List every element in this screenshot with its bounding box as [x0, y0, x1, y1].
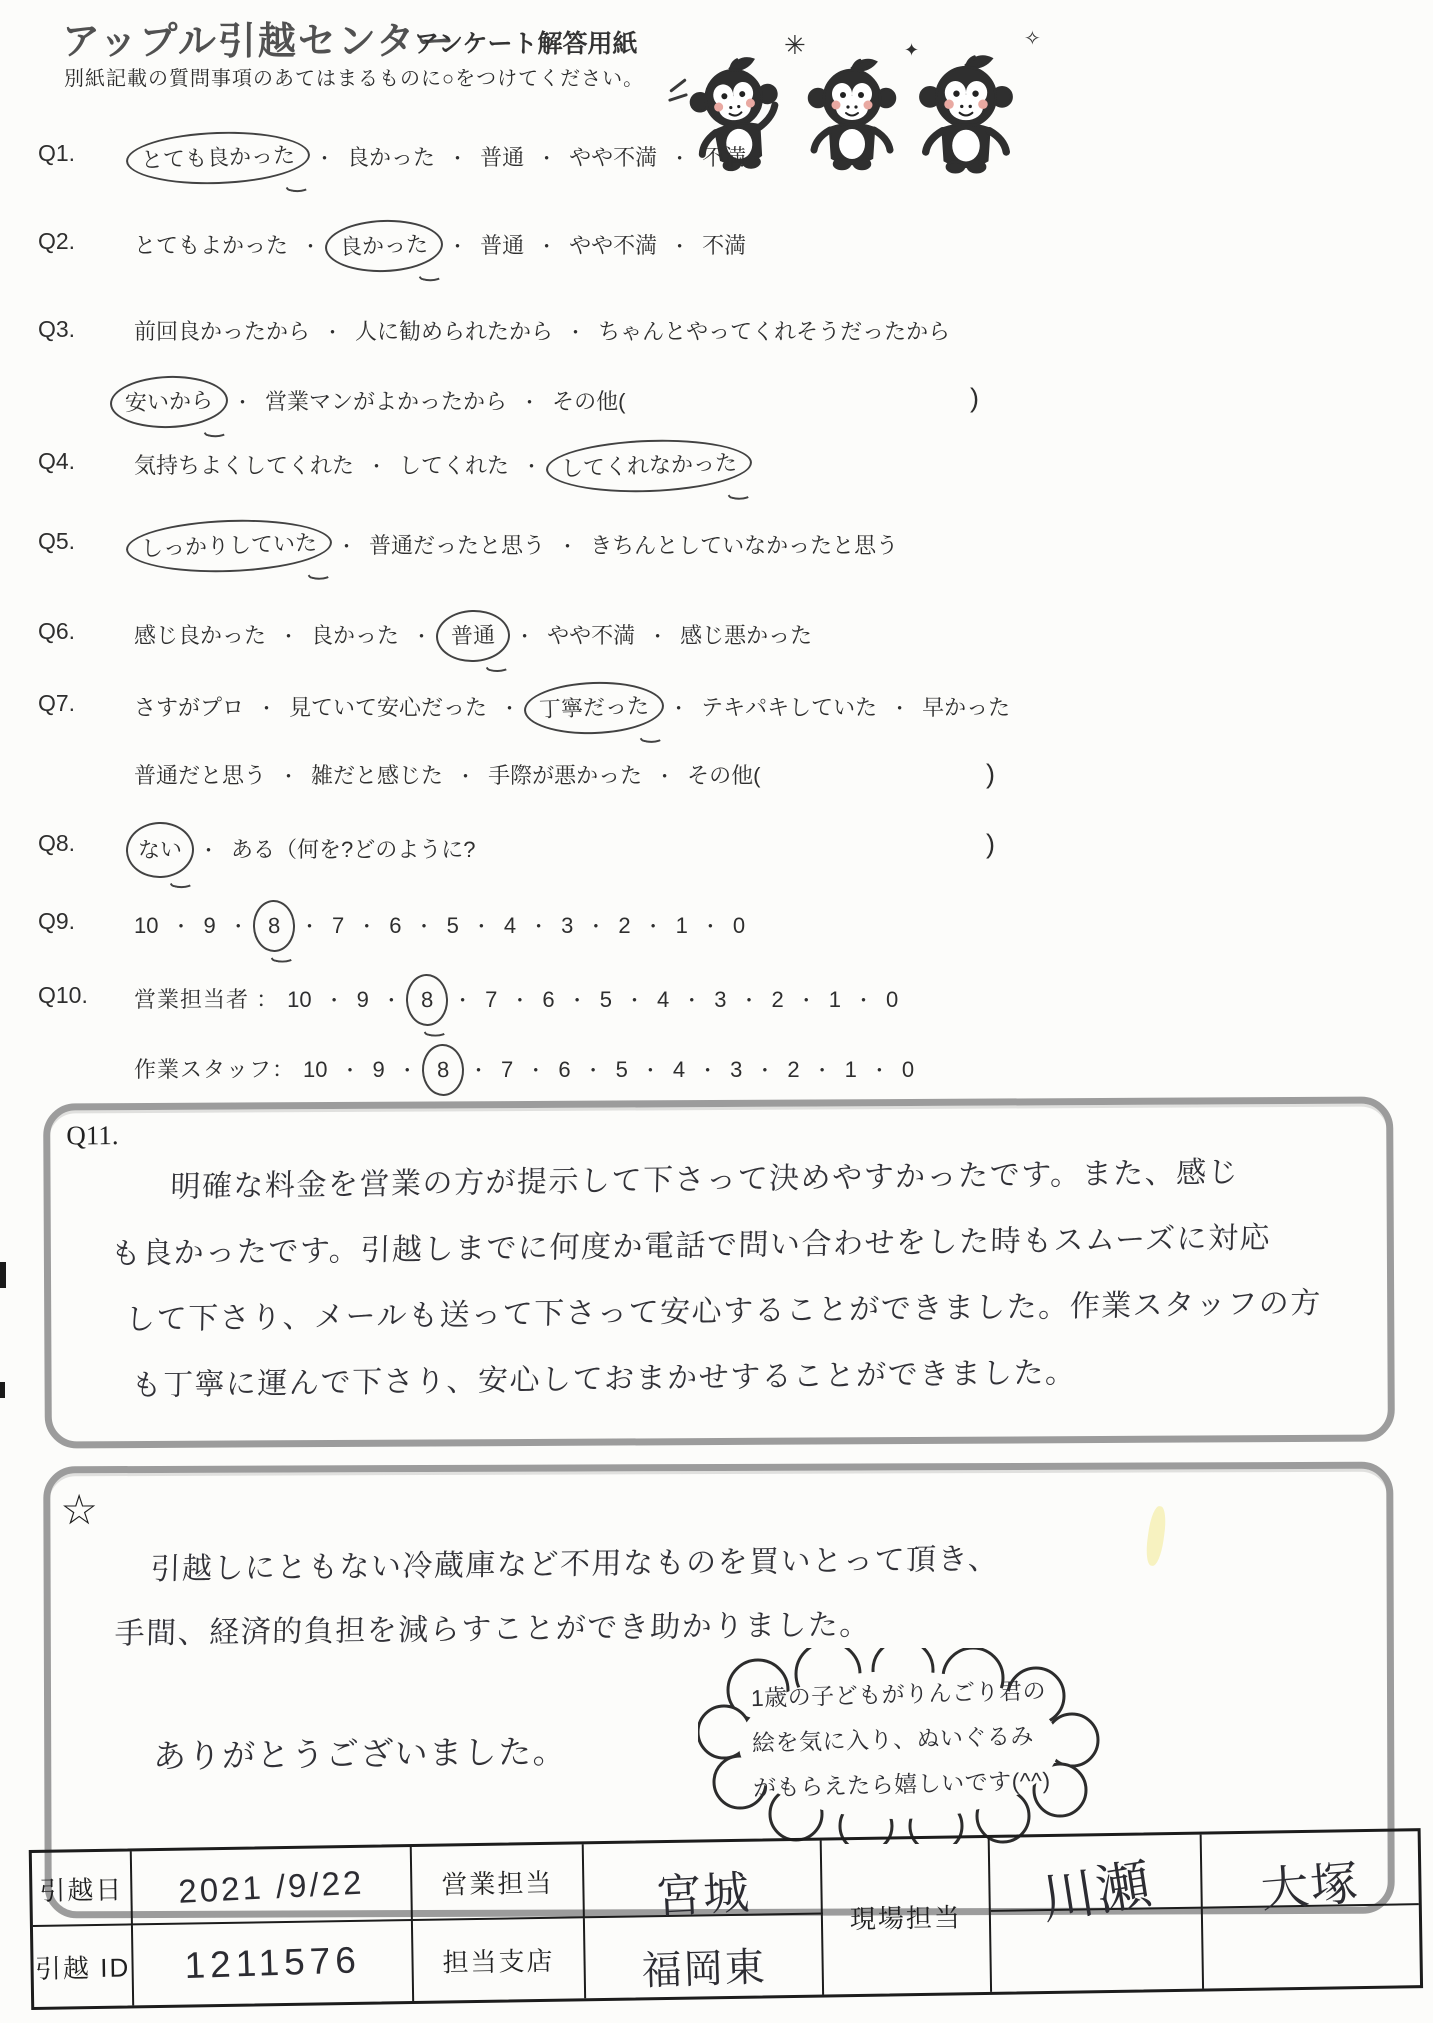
- move-id-value: 1211576: [183, 1939, 362, 1987]
- option: ちゃんとやってくれそうだったから: [598, 319, 951, 344]
- site-signature-1: 川瀬: [1036, 1853, 1156, 1930]
- dot-separator: ・: [471, 917, 491, 938]
- bubble-text-line: がもらえたら嬉しいです(^^): [752, 1767, 1051, 1802]
- option: 9: [356, 987, 369, 1012]
- option: 7: [485, 987, 498, 1012]
- option: 9: [372, 1057, 385, 1082]
- dot-separator: ・: [228, 917, 248, 938]
- option: 気持ちよくしてくれた: [134, 453, 355, 478]
- dot-separator: ・: [537, 237, 557, 258]
- question-row-q4: [38, 446, 1118, 516]
- close-paren: ): [986, 829, 995, 859]
- option: 6: [542, 987, 555, 1012]
- option: 10: [287, 987, 312, 1012]
- option-line: [134, 526, 1118, 566]
- selected-option: 普通: [435, 609, 511, 664]
- option: 3: [561, 913, 574, 938]
- option: 良かった: [311, 623, 400, 648]
- branch-label: 担当支店: [442, 1945, 555, 1978]
- option-line: [134, 226, 1118, 266]
- option: 7: [501, 1057, 514, 1082]
- option: 6: [558, 1057, 571, 1082]
- question-options: [134, 906, 1118, 946]
- bubble-text: [750, 1668, 1063, 1811]
- option: 1: [828, 987, 841, 1012]
- dot-separator: ・: [510, 991, 530, 1012]
- option: 4: [672, 1057, 686, 1082]
- dot-separator: ・: [381, 991, 401, 1012]
- option: テキパキしていた: [701, 695, 878, 720]
- option: 2: [771, 987, 784, 1012]
- scan-edge-mark: [0, 1262, 6, 1288]
- question-label: Q4.: [38, 448, 76, 474]
- handwritten-line: も丁寧に運んで下さり、安心しておまかせすることができました。: [131, 1356, 1077, 1403]
- option: 10: [134, 913, 159, 938]
- close-paren: ): [970, 383, 979, 413]
- empty-cell: [1203, 1905, 1420, 1988]
- sales-rep-label: 営業担当: [441, 1867, 554, 1900]
- q11-label: Q11.: [66, 1120, 119, 1151]
- option: 10: [303, 1057, 328, 1082]
- selected-option: 8: [252, 899, 296, 952]
- option: 0: [901, 1057, 915, 1082]
- option-prefix: 作業スタッフ：: [134, 1057, 296, 1082]
- dot-separator: ・: [357, 917, 377, 938]
- dot-separator: ・: [171, 917, 191, 938]
- question-options: [134, 980, 1118, 1090]
- dot-separator: ・: [700, 917, 720, 938]
- question-row-q1: [38, 138, 1118, 208]
- dot-separator: ・: [755, 1061, 775, 1082]
- instruction-text: 別紙記載の質問事項のあてはまるものに○をつけてください。: [64, 68, 645, 90]
- option: 手際が悪かった: [488, 763, 643, 788]
- option: 5: [446, 913, 459, 938]
- option: 見ていて安心だった: [289, 695, 488, 720]
- selected-option: 丁寧だった: [523, 680, 665, 737]
- thanks-note: ありがとうございました。: [152, 1732, 568, 1775]
- question-label: Q3.: [38, 316, 76, 342]
- handwritten-line: 明確な料金を営業の方が提示して下さって決めやすかったです。また、感じ: [170, 1155, 1240, 1204]
- question-row-q5: [38, 526, 1118, 596]
- dot-separator: ・: [537, 149, 557, 170]
- dot-separator: ・: [301, 237, 321, 258]
- selected-option: しっかりしていた: [125, 516, 333, 575]
- option: 0: [732, 913, 746, 938]
- selected-option: とても良かった: [125, 129, 311, 187]
- move-id-label: 引越 ID: [34, 1951, 131, 1984]
- dot-separator: ・: [233, 393, 253, 414]
- sparkle-icon: ✳: [784, 30, 806, 60]
- dot-separator: ・: [529, 917, 549, 938]
- option: してくれた: [399, 453, 510, 478]
- selected-option: ない: [125, 821, 195, 879]
- dot-separator: ・: [669, 699, 689, 720]
- dot-separator: ・: [414, 917, 434, 938]
- question-row-q8: [38, 828, 1118, 902]
- option: 普通: [480, 145, 525, 170]
- dot-separator: ・: [682, 991, 702, 1012]
- question-options: [134, 828, 1118, 872]
- handwritten-line: 手間、経済的負担を減らすことができ助かりました。: [114, 1608, 872, 1651]
- option: ある（何を?どのように?: [231, 837, 476, 862]
- question-options: [134, 616, 1118, 656]
- option: 7: [332, 913, 345, 938]
- dot-separator: ・: [583, 1061, 603, 1082]
- form-title: アンケート解答用紙: [414, 30, 638, 58]
- option: 2: [618, 913, 631, 938]
- dot-separator: ・: [854, 991, 874, 1012]
- dot-separator: ・: [324, 991, 344, 1012]
- bubble-text-line: 1歳の子どもがりんごり君の: [750, 1677, 1047, 1712]
- option-line: [118, 382, 1118, 422]
- option: 3: [730, 1057, 743, 1082]
- dot-separator: ・: [279, 627, 299, 648]
- dot-separator: ・: [337, 537, 357, 558]
- dot-separator: ・: [397, 1061, 417, 1082]
- dot-separator: ・: [648, 627, 668, 648]
- option: 前回良かったから: [134, 319, 311, 344]
- sparkle-icon: ✦: [904, 40, 920, 60]
- dot-separator: ・: [448, 149, 468, 170]
- dot-separator: ・: [739, 991, 759, 1012]
- bubble-text-line: 絵を気に入り、ぬいぐるみ: [751, 1722, 1035, 1757]
- option: 感じ悪かった: [680, 623, 813, 648]
- option: やや不満: [569, 145, 658, 170]
- option-line: [134, 138, 1118, 178]
- option: 良かった: [347, 145, 436, 170]
- dot-separator: ・: [367, 457, 387, 478]
- option-line: [134, 980, 1118, 1020]
- dot-separator: ・: [890, 699, 910, 720]
- dot-separator: ・: [257, 699, 277, 720]
- dot-separator: ・: [698, 1061, 718, 1082]
- question-options: [134, 446, 1118, 486]
- question-label: Q9.: [38, 908, 76, 934]
- dot-separator: ・: [522, 457, 542, 478]
- option: 早かった: [922, 695, 1011, 720]
- question-options: [134, 688, 1118, 796]
- selected-option: 良かった: [324, 218, 444, 274]
- dot-separator: ・: [526, 1061, 546, 1082]
- dot-separator: ・: [340, 1061, 360, 1082]
- option: 4: [503, 913, 517, 938]
- dot-separator: ・: [199, 841, 219, 862]
- option: やや不満: [569, 233, 658, 258]
- star-icon: ☆: [60, 1486, 99, 1534]
- dot-separator: ・: [315, 149, 335, 170]
- question-label: Q10.: [38, 982, 88, 1008]
- question-label: Q2.: [38, 228, 76, 254]
- dot-separator: ・: [469, 1061, 489, 1082]
- selected-option: 8: [405, 973, 449, 1026]
- question-row-q2: [38, 226, 1118, 296]
- dot-separator: ・: [796, 991, 816, 1012]
- option: 感じ良かった: [134, 623, 267, 648]
- option: 3: [714, 987, 727, 1012]
- option: 営業マンがよかったから: [265, 389, 508, 414]
- move-date-label: 引越日: [39, 1874, 124, 1906]
- handwritten-line: して下さり、メールも送って下さって安心することができました。作業スタッフの方: [124, 1286, 1323, 1337]
- option: きちんとしていなかったと思う: [590, 533, 899, 558]
- question-label: Q6.: [38, 618, 76, 644]
- option: 1: [844, 1057, 857, 1082]
- speech-bubble: [698, 1648, 1100, 1844]
- brand-title: アップル引越センター: [62, 21, 457, 63]
- option-line: [134, 616, 1118, 656]
- dot-separator: ・: [670, 149, 690, 170]
- dot-separator: ・: [812, 1061, 832, 1082]
- option: 普通だと思う: [134, 763, 267, 788]
- option: 普通だったと思う: [369, 533, 546, 558]
- question-options: [134, 526, 1118, 566]
- selected-option: してくれなかった: [545, 436, 753, 495]
- question-row-q7: [38, 688, 1118, 826]
- option: その他(: [552, 389, 626, 414]
- option: 不満: [702, 145, 747, 170]
- option: 人に勧められたから: [355, 319, 554, 344]
- question-options: [134, 226, 1118, 266]
- question-label: Q7.: [38, 690, 76, 716]
- dot-separator: ・: [567, 991, 587, 1012]
- dot-separator: ・: [279, 767, 299, 788]
- option: 2: [787, 1057, 800, 1082]
- question-label: Q1.: [38, 140, 76, 166]
- option: 4: [656, 987, 670, 1012]
- q11-box: [43, 1096, 1395, 1448]
- option-line: [134, 1050, 1118, 1090]
- option-line: [134, 758, 1118, 796]
- dot-separator: ・: [640, 1061, 660, 1082]
- option: 0: [886, 987, 899, 1012]
- dot-separator: ・: [515, 627, 535, 648]
- star-answer-lines: [108, 1529, 1378, 1661]
- question-row-q3: [38, 314, 1118, 452]
- dot-separator: ・: [456, 767, 476, 788]
- dot-separator: ・: [670, 237, 690, 258]
- handwritten-line: 引越しにともない冷蔵庫など不用なものを買いとって頂き、: [150, 1542, 1000, 1587]
- dot-separator: ・: [323, 323, 343, 344]
- option: 5: [599, 987, 612, 1012]
- question-label: Q5.: [38, 528, 76, 554]
- option-line: [134, 828, 1118, 872]
- option: 1: [675, 913, 688, 938]
- question-row-q9: [38, 906, 1118, 976]
- dot-separator: ・: [520, 393, 540, 414]
- dot-separator: ・: [643, 917, 663, 938]
- site-signature-2: 大塚: [1259, 1856, 1363, 1918]
- dot-separator: ・: [453, 991, 473, 1012]
- dot-separator: ・: [655, 767, 675, 788]
- q11-answer-lines: [108, 1144, 1379, 1415]
- option: 9: [203, 913, 216, 938]
- dot-separator: ・: [500, 699, 520, 720]
- dot-separator: ・: [412, 627, 432, 648]
- option: その他(: [687, 763, 761, 788]
- site-rep-label: 現場担当: [849, 1901, 963, 1934]
- dot-separator: ・: [624, 991, 644, 1012]
- question-row-q6: [38, 616, 1118, 686]
- dot-separator: ・: [300, 917, 320, 938]
- selected-option: 安いから: [109, 374, 229, 430]
- scan-edge-mark: [0, 1382, 5, 1398]
- sales-rep-value: 宮城: [653, 1866, 752, 1923]
- dot-separator: ・: [566, 323, 586, 344]
- move-date-value: 2021 /9/22: [177, 1863, 366, 1910]
- dot-separator: ・: [586, 917, 606, 938]
- dot-separator: ・: [558, 537, 578, 558]
- sparkle-icon: ✧: [1024, 28, 1041, 50]
- option: 不満: [702, 233, 747, 258]
- branch-value: 福岡東: [640, 1944, 767, 1993]
- option: やや不満: [547, 623, 636, 648]
- option: さすがプロ: [134, 695, 245, 720]
- option: 普通: [480, 233, 525, 258]
- option: 雑だと感じた: [311, 763, 444, 788]
- dot-separator: ・: [448, 237, 468, 258]
- dot-separator: ・: [869, 1061, 889, 1082]
- question-label: Q8.: [38, 830, 76, 856]
- option-line: [134, 688, 1118, 728]
- option-prefix: 営業担当者 ：: [134, 987, 280, 1012]
- option: 5: [615, 1057, 628, 1082]
- handwritten-line: も良かったです。引越しまでに何度か電話で問い合わせをした時もスムーズに対応: [110, 1221, 1272, 1271]
- option: とてもよかった: [134, 233, 289, 258]
- option-line: [134, 446, 1118, 486]
- footer-table: [29, 1828, 1423, 2010]
- close-paren: ): [986, 759, 995, 789]
- option-line: [134, 314, 1118, 352]
- selected-option: 8: [421, 1043, 465, 1096]
- option: 6: [389, 913, 402, 938]
- option-line: [134, 906, 1118, 946]
- question-options: [124, 314, 1118, 422]
- question-options: [134, 138, 1118, 178]
